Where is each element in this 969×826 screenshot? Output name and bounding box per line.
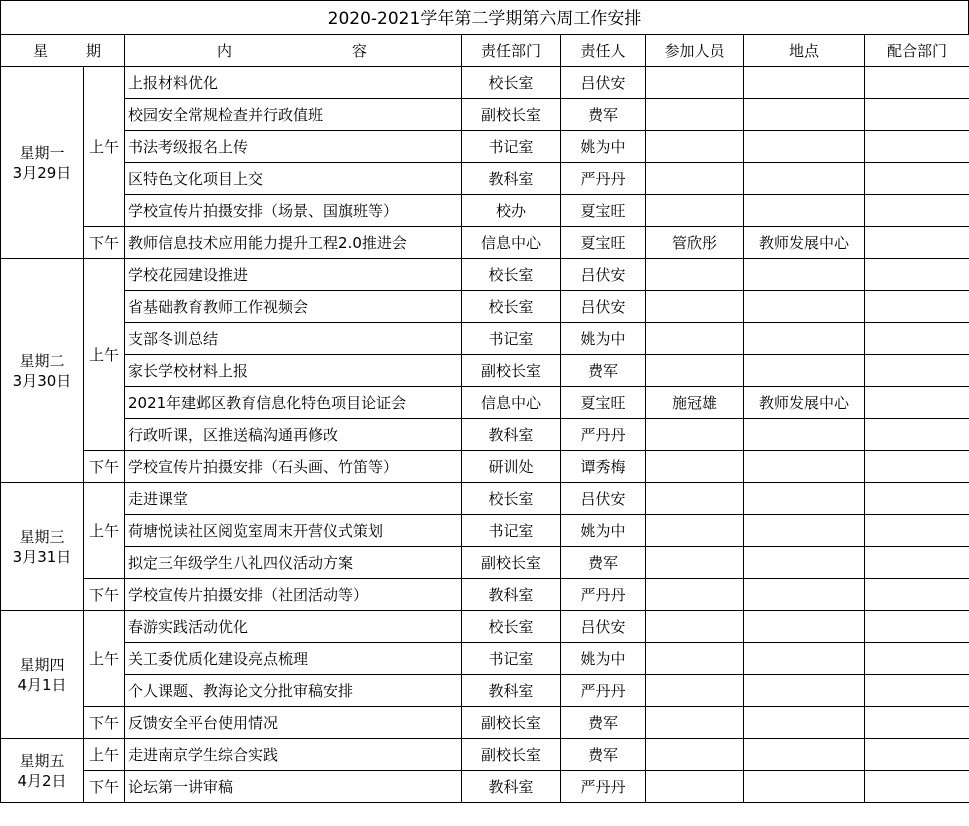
participants-cell [646, 483, 744, 515]
person-cell: 吕伏安 [561, 483, 646, 515]
coop-cell [865, 515, 969, 547]
table-row [1, 163, 969, 195]
coop-cell [865, 355, 969, 387]
table-row [1, 387, 969, 419]
person-cell: 吕伏安 [561, 611, 646, 643]
person-cell: 费军 [561, 355, 646, 387]
content-cell: 2021年建邺区教育信息化特色项目论证会 [125, 387, 462, 419]
dept-cell: 教科室 [462, 419, 561, 451]
location-cell [744, 419, 865, 451]
table-row [1, 355, 969, 387]
content-cell: 家长学校材料上报 [125, 355, 462, 387]
header-coop: 配合部门 [865, 35, 969, 67]
participants-cell [646, 323, 744, 355]
coop-cell [865, 67, 969, 99]
coop-cell [865, 419, 969, 451]
dept-cell: 副校长室 [462, 739, 561, 771]
dept-cell: 教科室 [462, 163, 561, 195]
person-cell: 姚为中 [561, 643, 646, 675]
period-cell: 下午 [84, 771, 125, 803]
coop-cell [865, 675, 969, 707]
period-cell: 下午 [84, 227, 125, 259]
header-participants: 参加人员 [646, 35, 744, 67]
person-cell: 严丹丹 [561, 419, 646, 451]
participants-cell [646, 515, 744, 547]
dept-cell: 书记室 [462, 643, 561, 675]
table-row [1, 707, 969, 739]
header-location: 地点 [744, 35, 865, 67]
coop-cell [865, 579, 969, 611]
coop-cell [865, 547, 969, 579]
location-cell [744, 99, 865, 131]
day-date: 4月2日 [17, 771, 67, 790]
content-cell: 教师信息技术应用能力提升工程2.0推进会 [125, 227, 462, 259]
content-cell: 拟定三年级学生八礼四仪活动方案 [125, 547, 462, 579]
participants-cell: 施冠雄 [646, 387, 744, 419]
location-cell [744, 611, 865, 643]
person-cell: 费军 [561, 707, 646, 739]
person-cell: 费军 [561, 99, 646, 131]
header-day-part1: 星 [33, 42, 49, 60]
coop-cell [865, 259, 969, 291]
location-cell [744, 739, 865, 771]
content-cell: 上报材料优化 [125, 67, 462, 99]
dept-cell: 校长室 [462, 611, 561, 643]
period-cell: 上午 [84, 739, 125, 771]
location-cell [744, 131, 865, 163]
participants-cell [646, 67, 744, 99]
period-cell: 下午 [84, 451, 125, 483]
coop-cell [865, 451, 969, 483]
period-cell: 上午 [84, 259, 125, 451]
location-cell [744, 643, 865, 675]
coop-cell [865, 323, 969, 355]
day-cell [1, 67, 84, 259]
content-cell: 走进课堂 [125, 483, 462, 515]
participants-cell [646, 419, 744, 451]
participants-cell: 管欣彤 [646, 227, 744, 259]
day-cell [1, 739, 84, 803]
table-row [1, 579, 969, 611]
participants-cell [646, 451, 744, 483]
person-cell: 姚为中 [561, 323, 646, 355]
participants-cell [646, 355, 744, 387]
content-cell: 学校宣传片拍摄安排（场景、国旗班等） [125, 195, 462, 227]
period-cell: 上午 [84, 611, 125, 707]
participants-cell [646, 163, 744, 195]
dept-cell: 教科室 [462, 675, 561, 707]
person-cell: 严丹丹 [561, 163, 646, 195]
content-cell: 学校宣传片拍摄安排（社团活动等） [125, 579, 462, 611]
day-name: 星期四 [19, 655, 65, 674]
participants-cell [646, 195, 744, 227]
coop-cell [865, 131, 969, 163]
dept-cell: 校长室 [462, 483, 561, 515]
participants-cell [646, 99, 744, 131]
person-cell: 夏宝旺 [561, 387, 646, 419]
coop-cell [865, 483, 969, 515]
location-cell [744, 163, 865, 195]
person-cell: 吕伏安 [561, 259, 646, 291]
day-cell [1, 611, 84, 739]
coop-cell [865, 707, 969, 739]
table-row [1, 259, 969, 291]
person-cell: 谭秀梅 [561, 451, 646, 483]
content-cell: 学校宣传片拍摄安排（石头画、竹笛等） [125, 451, 462, 483]
location-cell [744, 707, 865, 739]
location-cell [744, 515, 865, 547]
location-cell [744, 195, 865, 227]
table-row [1, 227, 969, 259]
header-content-part1: 内 [217, 42, 233, 60]
location-cell [744, 547, 865, 579]
participants-cell [646, 675, 744, 707]
table-row [1, 483, 969, 515]
coop-cell [865, 195, 969, 227]
dept-cell: 校办 [462, 195, 561, 227]
period-cell: 上午 [84, 483, 125, 579]
content-cell: 行政听课，区推送稿沟通再修改 [125, 419, 462, 451]
table-row [1, 771, 969, 803]
location-cell: 教师发展中心 [744, 227, 865, 259]
location-cell [744, 291, 865, 323]
day-date: 4月1日 [17, 675, 67, 694]
coop-cell [865, 771, 969, 803]
participants-cell [646, 579, 744, 611]
content-cell: 校园安全常规检查并行政值班 [125, 99, 462, 131]
location-cell [744, 675, 865, 707]
participants-cell [646, 643, 744, 675]
dept-cell: 信息中心 [462, 227, 561, 259]
coop-cell [865, 163, 969, 195]
participants-cell [646, 771, 744, 803]
dept-cell: 副校长室 [462, 99, 561, 131]
person-cell: 严丹丹 [561, 771, 646, 803]
dept-cell: 副校长室 [462, 355, 561, 387]
table-row [1, 675, 969, 707]
content-cell: 书法考级报名上传 [125, 131, 462, 163]
location-cell [744, 483, 865, 515]
day-name: 星期二 [19, 351, 65, 370]
participants-cell [646, 547, 744, 579]
location-cell: 教师发展中心 [744, 387, 865, 419]
content-cell: 学校花园建设推进 [125, 259, 462, 291]
table-row [1, 611, 969, 643]
dept-cell: 书记室 [462, 515, 561, 547]
person-cell: 费军 [561, 547, 646, 579]
period-cell: 下午 [84, 707, 125, 739]
participants-cell [646, 259, 744, 291]
page-title: 2020-2021学年第二学期第六周工作安排 [0, 0, 969, 34]
table-row [1, 451, 969, 483]
day-date: 3月31日 [12, 547, 72, 566]
person-cell: 夏宝旺 [561, 195, 646, 227]
day-date: 3月29日 [12, 163, 72, 182]
location-cell [744, 323, 865, 355]
person-cell: 严丹丹 [561, 675, 646, 707]
person-cell: 姚为中 [561, 131, 646, 163]
table-row [1, 515, 969, 547]
person-cell: 吕伏安 [561, 67, 646, 99]
day-cell [1, 483, 84, 611]
content-cell: 省基础教育教师工作视频会 [125, 291, 462, 323]
dept-cell: 书记室 [462, 131, 561, 163]
dept-cell: 副校长室 [462, 547, 561, 579]
day-name: 星期一 [19, 143, 65, 162]
content-cell: 个人课题、教海论文分批审稿安排 [125, 675, 462, 707]
content-cell: 论坛第一讲审稿 [125, 771, 462, 803]
content-cell: 反馈安全平台使用情况 [125, 707, 462, 739]
dept-cell: 教科室 [462, 579, 561, 611]
table-row [1, 291, 969, 323]
header-day [1, 35, 125, 67]
coop-cell [865, 643, 969, 675]
table-row [1, 739, 969, 771]
coop-cell [865, 291, 969, 323]
content-cell: 走进南京学生综合实践 [125, 739, 462, 771]
dept-cell: 教科室 [462, 771, 561, 803]
participants-cell [646, 131, 744, 163]
participants-cell [646, 739, 744, 771]
dept-cell: 研训处 [462, 451, 561, 483]
day-name: 星期三 [19, 527, 65, 546]
coop-cell [865, 611, 969, 643]
table-row [1, 643, 969, 675]
dept-cell: 书记室 [462, 323, 561, 355]
table-row [1, 67, 969, 99]
coop-cell [865, 739, 969, 771]
table-row [1, 323, 969, 355]
location-cell [744, 355, 865, 387]
period-cell: 下午 [84, 579, 125, 611]
header-content-part2: 容 [352, 42, 368, 60]
person-cell: 吕伏安 [561, 291, 646, 323]
dept-cell: 信息中心 [462, 387, 561, 419]
table-row [1, 547, 969, 579]
participants-cell [646, 611, 744, 643]
header-day-part2: 期 [86, 42, 102, 60]
person-cell: 夏宝旺 [561, 227, 646, 259]
header-row [1, 35, 969, 67]
dept-cell: 校长室 [462, 67, 561, 99]
table-row [1, 99, 969, 131]
location-cell [744, 67, 865, 99]
schedule-table [0, 34, 969, 803]
content-cell: 关工委优质化建设亮点梳理 [125, 643, 462, 675]
day-name: 星期五 [19, 751, 65, 770]
header-dept: 责任部门 [462, 35, 561, 67]
dept-cell: 副校长室 [462, 707, 561, 739]
coop-cell [865, 387, 969, 419]
table-row [1, 131, 969, 163]
content-cell: 荷塘悦读社区阅览室周末开营仪式策划 [125, 515, 462, 547]
dept-cell: 校长室 [462, 259, 561, 291]
table-row [1, 195, 969, 227]
coop-cell [865, 99, 969, 131]
day-cell [1, 259, 84, 483]
person-cell: 费军 [561, 739, 646, 771]
participants-cell [646, 291, 744, 323]
dept-cell: 校长室 [462, 291, 561, 323]
table-row [1, 419, 969, 451]
header-person: 责任人 [561, 35, 646, 67]
header-content [125, 35, 462, 67]
location-cell [744, 259, 865, 291]
location-cell [744, 451, 865, 483]
person-cell: 姚为中 [561, 515, 646, 547]
coop-cell [865, 227, 969, 259]
day-date: 3月30日 [12, 371, 72, 390]
content-cell: 区特色文化项目上交 [125, 163, 462, 195]
person-cell: 严丹丹 [561, 579, 646, 611]
content-cell: 支部冬训总结 [125, 323, 462, 355]
location-cell [744, 771, 865, 803]
participants-cell [646, 707, 744, 739]
period-cell: 上午 [84, 67, 125, 227]
location-cell [744, 579, 865, 611]
content-cell: 春游实践活动优化 [125, 611, 462, 643]
